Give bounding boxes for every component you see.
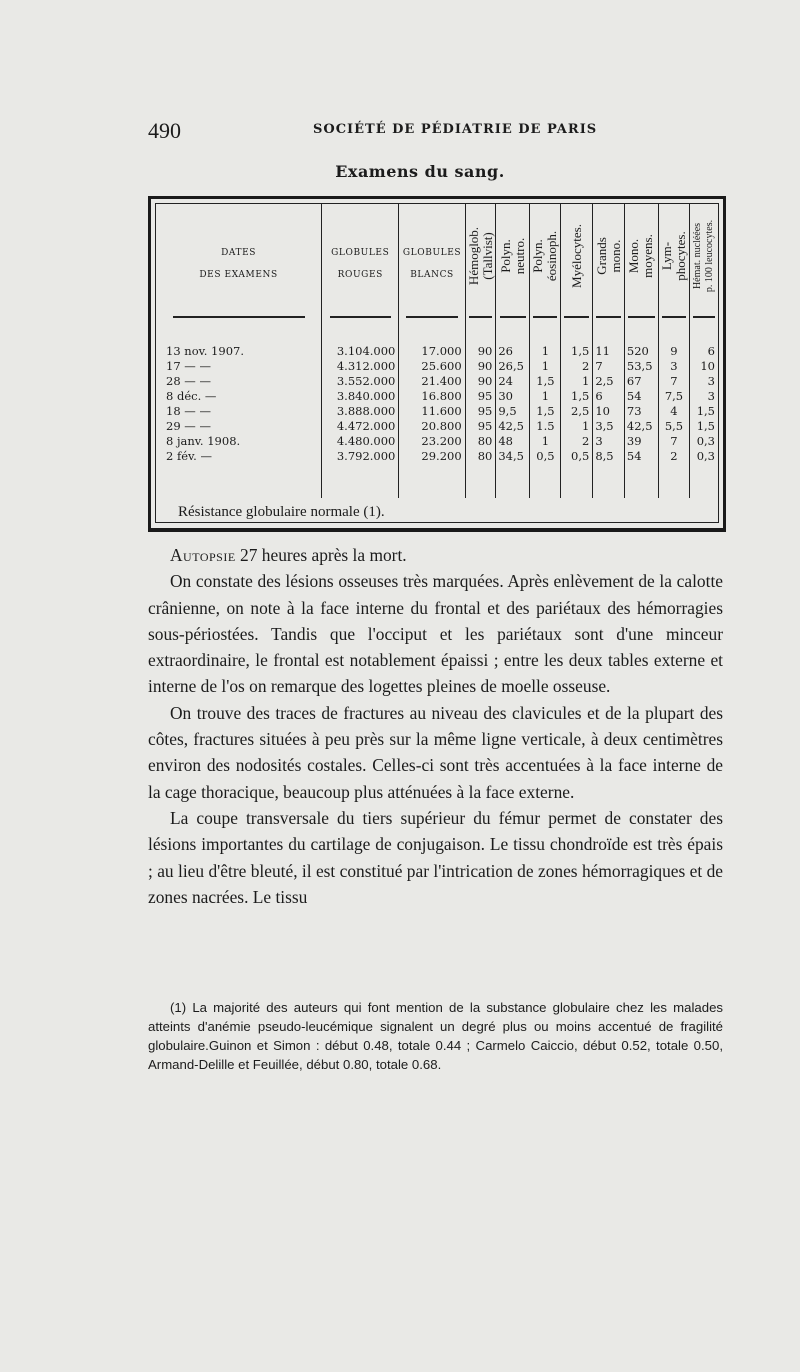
cell-mono-moyens: 54: [624, 449, 658, 464]
spacer-cell: [689, 324, 718, 344]
cell-grands-mono: 10: [593, 404, 625, 419]
cell-lymphocytes: 5,5: [659, 419, 690, 434]
cell-polyn-eosin: 1: [530, 359, 561, 374]
cell-myelocytes: 1,5: [561, 389, 593, 404]
cell-myelocytes: 2: [561, 434, 593, 449]
spacer-cell: [689, 464, 718, 498]
cell-rouges: 3.888.000: [322, 404, 399, 419]
cell-polyn-neutro: 48: [496, 434, 530, 449]
cell-blancs: 23.200: [399, 434, 465, 449]
cell-polyn-eosin: 0,5: [530, 449, 561, 464]
spacer-cell: [561, 324, 593, 344]
spacer-cell: [593, 324, 625, 344]
cell-rouges: 4.480.000: [322, 434, 399, 449]
col-header-myelocytes: [561, 204, 593, 324]
cell-lymphocytes: 4: [659, 404, 690, 419]
table-header-row: [156, 204, 718, 324]
cell-polyn-eosin: 1.5: [530, 419, 561, 434]
col-header-hemoglob-label: [467, 227, 495, 285]
col-header-rouges-line2: ROUGES: [337, 270, 383, 280]
cell-grands-mono: 2,5: [593, 374, 625, 389]
header-rule: [500, 316, 526, 318]
footer-spacer-row: [156, 464, 718, 498]
cell-grands-mono: 3: [593, 434, 625, 449]
cell-hemoglob: 90: [465, 374, 496, 389]
spacer-row: [156, 324, 718, 344]
spacer-cell: [624, 324, 658, 344]
page-number: 490: [148, 118, 181, 143]
header-rule: [406, 316, 458, 318]
footnote-text: (1) La majorité des auteurs qui font mention de la substance globulaire chez les malades atteints d'anémie pseudo-leucémique signalent un degré plus ou moins accentué de fragilité globulaire.Guinon et Simon : début 0.48, totale 0.44 ; Carmelo Caiccio, début 0.52, totale 0.50, Armand-Delille et Feuillée, début 0.80, totale 0.68.: [148, 1000, 723, 1072]
blood-exam-table: [156, 204, 718, 498]
cell-rouges: 4.472.000: [322, 419, 399, 434]
spacer-cell: [530, 464, 561, 498]
cell-hemat-nucleees: 1,5: [696, 404, 715, 418]
col-header-date-line1: DATES: [221, 248, 257, 258]
cell-date: 28 — —: [156, 374, 322, 389]
cell-date: 2 fév. —: [156, 449, 322, 464]
cell-mono-moyens: 42,5: [624, 419, 658, 434]
col-header-blancs-line2: BLANCS: [410, 270, 454, 280]
cell-date: 13 nov. 1907.: [156, 344, 322, 359]
label-line1: Myélocytes.: [568, 224, 584, 288]
cell-hemoglob: 90: [465, 344, 496, 359]
cell-grands-mono: 3,5: [593, 419, 625, 434]
table-title: Examens du sang.: [335, 162, 505, 181]
paragraph: On constate des lésions osseuses très marquées. Après enlèvement de la calotte crânienne, on note à la face interne du frontal et des pariétaux des hémorragies sous-périostées. Tandis que l'occiput et les pariétaux sont d'une minceur extraordinaire, le frontal est notablement épaissi ; entre les deux tables externe et interne de l'os on remarque des logettes pleines de moelle osseuse.: [148, 571, 723, 697]
cell-hemoglob: 80: [465, 449, 496, 464]
label-line2: neutro.: [511, 237, 527, 275]
cell-myelocytes: 2,5: [561, 404, 593, 419]
cell-hemat-nucleees: 3: [707, 389, 715, 403]
cell-grands-mono: 7: [593, 359, 625, 374]
spacer-cell: [465, 464, 496, 498]
col-header-polyn-eosin-label: [531, 231, 559, 281]
cell-lymphocytes: 7: [659, 374, 690, 389]
spacer-cell: [156, 464, 322, 498]
spacer-cell: [624, 464, 658, 498]
autopsy-lead: Autopsie: [170, 545, 236, 565]
blood-exam-table-frame: [148, 196, 726, 532]
cell-polyn-neutro: 42,5: [496, 419, 530, 434]
cell-blancs: 21.400: [399, 374, 465, 389]
header-rule: [662, 316, 686, 318]
cell-blancs: 29.200: [399, 449, 465, 464]
cell-hemat-nucleees: 1,5: [696, 419, 715, 433]
col-header-date-line2: DES EXAMENS: [199, 270, 278, 280]
cell-rouges: 3.792.000: [322, 449, 399, 464]
cell-hemoglob: 95: [465, 389, 496, 404]
col-header-polyn-neutro-label: [499, 238, 527, 274]
col-header-blancs-line1: GLOBULES: [402, 248, 462, 258]
col-header-polyn-neutro: [496, 204, 530, 324]
resistance-note: Résistance globulaire normale (1).: [178, 504, 385, 520]
col-header-mono-moyens: [624, 204, 658, 324]
cell-mono-moyens: 39: [624, 434, 658, 449]
footnote: [148, 998, 723, 1074]
header-rule: [693, 316, 715, 318]
label-line2: (Tallvist): [479, 232, 495, 280]
cell-polyn-neutro: 26,5: [496, 359, 530, 374]
cell-grands-mono: 8,5: [593, 449, 625, 464]
col-header-polyn-eosin: [530, 204, 561, 324]
spacer-cell: [465, 324, 496, 344]
cell-hemoglob: 90: [465, 359, 496, 374]
autopsy-rest: 27 heures après la mort.: [235, 545, 407, 565]
cell-blancs: 17.000: [399, 344, 465, 359]
cell-hemoglob: 80: [465, 434, 496, 449]
cell-polyn-eosin: 1,5: [530, 374, 561, 389]
label-line1: Mono.: [626, 238, 642, 274]
spacer-cell: [399, 324, 465, 344]
label-line1: Hémat. nucléées: [691, 222, 703, 290]
cell-mono-moyens: 73: [624, 404, 658, 419]
spacer-cell: [322, 324, 399, 344]
cell-mono-moyens: 520: [624, 344, 658, 359]
page-header: [148, 118, 723, 148]
cell-polyn-neutro: 30: [496, 389, 530, 404]
cell-lymphocytes: 3: [659, 359, 690, 374]
cell-hemoglob: 95: [465, 404, 496, 419]
col-header-lymphocytes: [659, 204, 690, 324]
cell-myelocytes: 0,5: [561, 449, 593, 464]
cell-grands-mono: 6: [593, 389, 625, 404]
col-header-mono-moyens-label: [627, 234, 655, 278]
cell-blancs: 20.800: [399, 419, 465, 434]
cell-myelocytes: 1: [561, 374, 593, 389]
spacer-cell: [156, 324, 322, 344]
cell-date: 18 — —: [156, 404, 322, 419]
col-header-date: [156, 204, 322, 324]
cell-rouges: 3.104.000: [322, 344, 399, 359]
header-rule: [564, 316, 589, 318]
col-header-hemoglob: [465, 204, 496, 324]
cell-hemat-nucleees: 0,3: [696, 434, 715, 448]
cell-blancs: 16.800: [399, 389, 465, 404]
cell-polyn-eosin: 1,5: [530, 404, 561, 419]
cell-polyn-eosin: 1: [530, 389, 561, 404]
cell-mono-moyens: 67: [624, 374, 658, 389]
table-body: [156, 324, 718, 498]
cell-myelocytes: 2: [561, 359, 593, 374]
cell-polyn-neutro: 26: [496, 344, 530, 359]
cell-date: 17 — —: [156, 359, 322, 374]
cell-lymphocytes: 7,5: [659, 389, 690, 404]
col-header-blancs: [399, 204, 465, 324]
cell-lymphocytes: 2: [659, 449, 690, 464]
cell-polyn-eosin: 1: [530, 434, 561, 449]
label-line1: Hémoglob.: [465, 226, 481, 286]
cell-date: 29 — —: [156, 419, 322, 434]
label-line2: phocytes.: [672, 231, 688, 281]
autopsy-heading: [148, 542, 723, 568]
cell-lymphocytes: 7: [659, 434, 690, 449]
col-header-lymphocytes-label: [660, 231, 688, 280]
cell-lymphocytes: 9: [659, 344, 690, 359]
cell-rouges: 3.840.000: [322, 389, 399, 404]
cell-date: 8 janv. 1908.: [156, 434, 322, 449]
cell-polyn-neutro: 34,5: [496, 449, 530, 464]
label-line2: p. 100 leucocytes.: [703, 219, 715, 293]
table-row: [156, 419, 718, 434]
body-text: [148, 542, 723, 910]
spacer-cell: [561, 464, 593, 498]
running-title: SOCIÉTÉ DE PÉDIATRIE DE PARIS: [313, 122, 598, 137]
paragraph: La coupe transversale du tiers supérieur du fémur permet de constater des lésions importantes du cartilage de conjugaison. Le tissu chondroïde est très épais ; au lieu d'être bleuté, il est constitué par l'intrication de zones hémorragiques et de zones nacrées. Le tissu: [148, 807, 723, 907]
cell-polyn-eosin: 1: [530, 344, 561, 359]
table-row: [156, 434, 718, 449]
col-header-hemat-nucleees-label: [692, 220, 716, 292]
table-row: [156, 404, 718, 419]
col-header-hemat-nucleees: [689, 204, 718, 324]
table-row: [156, 389, 718, 404]
header-rule: [533, 316, 557, 318]
cell-hemat-nucleees: 3: [707, 374, 715, 388]
label-line2: éosinoph.: [544, 230, 560, 282]
cell-date: 8 déc. —: [156, 389, 322, 404]
spacer-cell: [659, 324, 690, 344]
spacer-cell: [593, 464, 625, 498]
label-line1: Grands: [593, 237, 609, 275]
header-rule: [469, 316, 493, 318]
cell-polyn-neutro: 24: [496, 374, 530, 389]
header-rule: [628, 316, 654, 318]
cell-polyn-neutro: 9,5: [496, 404, 530, 419]
cell-mono-moyens: 54: [624, 389, 658, 404]
cell-blancs: 11.600: [399, 404, 465, 419]
spacer-cell: [496, 324, 530, 344]
table-row: [156, 449, 718, 464]
header-rule: [173, 316, 305, 318]
blood-exam-table-inner: [155, 203, 719, 523]
col-header-grands-mono-label: [595, 237, 623, 275]
table-row: [156, 359, 718, 374]
spacer-cell: [322, 464, 399, 498]
spacer-cell: [399, 464, 465, 498]
paragraph: On trouve des traces de fractures au niveau des clavicules et de la plupart des côtes, fractures situées à peu près sur la même ligne verticale, à deux centimètres environ des nodosités costales. Celles-ci sont très accentuées à la face interne de la cage thoracique, beaucoup plus atténuées à la face externe.: [148, 702, 723, 802]
header-rule: [596, 316, 620, 318]
col-header-rouges: [322, 204, 399, 324]
col-header-grands-mono: [593, 204, 625, 324]
spacer-cell: [659, 464, 690, 498]
label-line1: Lym-: [658, 241, 674, 271]
cell-grands-mono: 11: [593, 344, 625, 359]
label-line1: Polyn.: [497, 239, 513, 273]
col-header-myelocytes-label: [570, 224, 584, 288]
cell-hemoglob: 95: [465, 419, 496, 434]
cell-myelocytes: 1: [561, 419, 593, 434]
label-line2: mono.: [607, 239, 623, 273]
cell-myelocytes: 1,5: [561, 344, 593, 359]
cell-rouges: 4.312.000: [322, 359, 399, 374]
spacer-cell: [530, 324, 561, 344]
spacer-cell: [496, 464, 530, 498]
cell-hemat-nucleees: 10: [700, 359, 715, 373]
label-line1: Polyn.: [530, 239, 546, 273]
cell-mono-moyens: 53,5: [624, 359, 658, 374]
cell-hemat-nucleees: 0,3: [696, 449, 715, 463]
table-row: [156, 344, 718, 359]
header-rule: [330, 316, 391, 318]
cell-blancs: 25.600: [399, 359, 465, 374]
cell-rouges: 3.552.000: [322, 374, 399, 389]
label-line2: moyens.: [640, 234, 656, 278]
cell-hemat-nucleees: 6: [707, 344, 715, 358]
col-header-rouges-line1: GLOBULES: [331, 248, 390, 258]
table-row: [156, 374, 718, 389]
